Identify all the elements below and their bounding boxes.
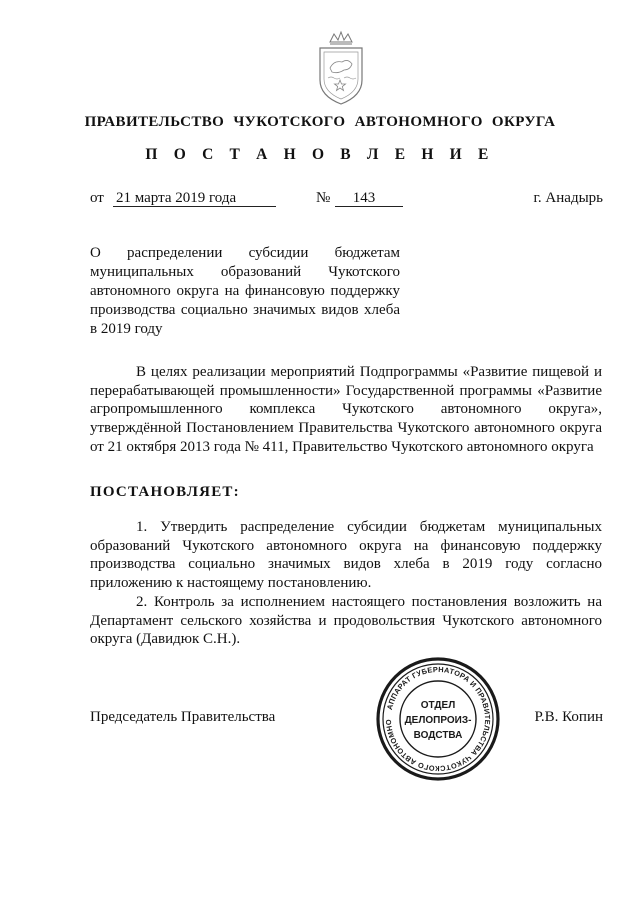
coat-of-arms-icon [310,28,372,108]
stamp-line-3: ВОДСТВА [413,730,463,741]
decree-item-2: 2. Контроль за исполнением настоящего постановления возложить на Департамент сельского хозяйства и продовольствия Чукотского автономного округа (Давидюк С.Н.). [90,593,602,648]
signatory-name: Р.В. Копин [534,709,603,725]
decree-items [90,518,602,649]
stamp-ring-text: АППАРАТ ГУБЕРНАТОРА И ПРАВИТЕЛЬСТВА ЧУКОТСКОГО АВТОНОМНО [383,664,493,774]
government-title: ПРАВИТЕЛЬСТВО ЧУКОТСКОГО АВТОНОМНОГО ОКРУГА [84,114,556,130]
document-subject: О распределении субсидии бюджетам муниципальных образований Чукотского автономного округа на финансовую поддержку производства социально значимых видов хлеба в 2019 году [90,245,400,337]
city-name: г. Анадырь [533,190,603,206]
date-value: 21 марта 2019 года [113,190,276,207]
decree-item-1: 1. Утвердить распределение субсидии бюджетам муниципальных образований Чукотского автономного округа на финансовую поддержку производства социально значимых видов хлеба в 2019 году согласно приложению к настоящему постановлению. [90,519,602,592]
stamp-line-1: ОТДЕЛ [420,700,456,711]
date-label: от [90,190,104,206]
decree-heading: ПОСТАНОВЛЯЕТ: [90,484,240,500]
number-value: 143 [335,190,403,207]
signatory-role: Председатель Правительства [90,709,276,725]
number-label: № [316,190,331,206]
stamp-line-2: ДЕЛОПРОИЗ- [404,715,472,726]
preamble-paragraph: В целях реализации мероприятий Подпрограммы «Развитие пищевой и перерабатывающей промышленности» Государственной программы «Развитие агропромышленного комплекса Чукотского автономного округа», утверждённой Постановлением Правительства Чукотского автономного округа от 21 октября 2013 года № 411, Правительство Чукотского автономного округа [90,364,602,455]
document-type: П О С Т А Н О В Л Е Н И Е [145,146,495,163]
official-stamp [375,656,501,782]
